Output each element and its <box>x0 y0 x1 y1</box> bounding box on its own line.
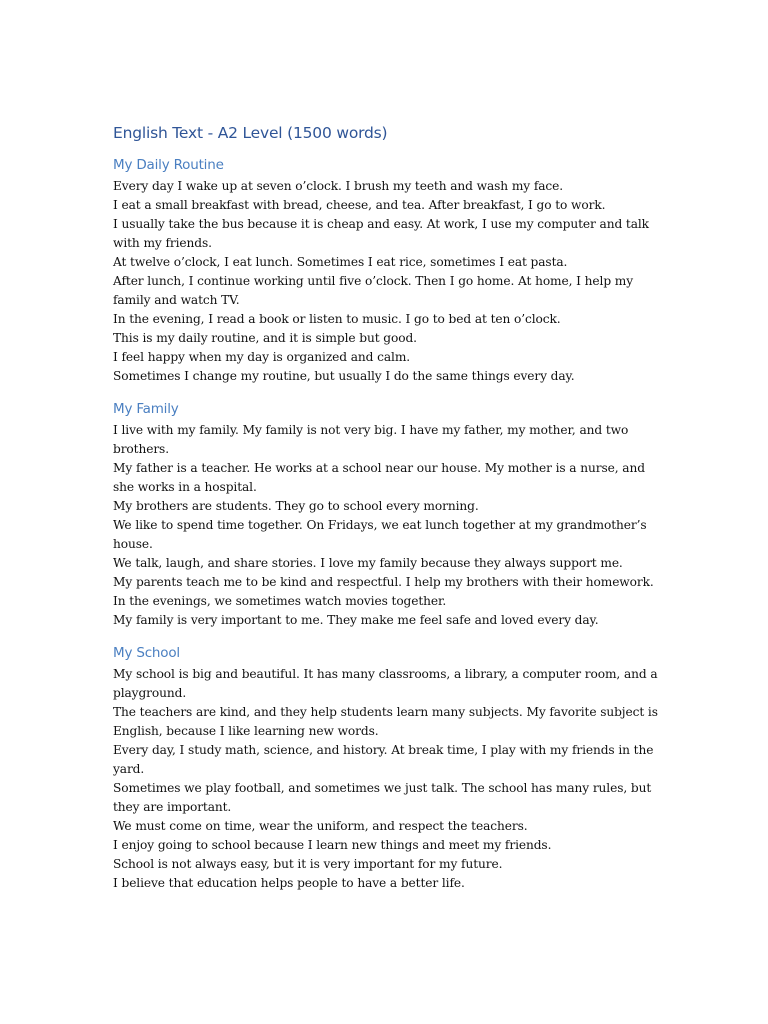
paragraph: Sometimes I change my routine, but usually I do the same things every day. <box>113 369 575 383</box>
paragraph: My brothers are students. They go to school every morning. <box>113 499 479 513</box>
paragraph: We must come on time, wear the uniform, and respect the teachers. <box>113 819 528 833</box>
paragraph: Every day, I study math, science, and history. At break time, I play with my friends in the yard. <box>113 743 654 776</box>
section-heading: My School <box>113 645 180 661</box>
paragraph: I eat a small breakfast with bread, cheese, and tea. After breakfast, I go to work. <box>113 198 606 212</box>
section-family <box>113 401 658 630</box>
section-school <box>113 645 658 893</box>
paragraph: I live with my family. My family is not very big. I have my father, my mother, and two brothers. <box>113 423 629 456</box>
paragraph: This is my daily routine, and it is simple but good. <box>113 331 417 345</box>
paragraph: Every day I wake up at seven o’clock. I brush my teeth and wash my face. <box>113 179 564 193</box>
document-body <box>113 124 658 893</box>
paragraph: In the evening, I read a book or listen to music. I go to bed at ten o’clock. <box>113 312 561 326</box>
paragraph: In the evenings, we sometimes watch movies together. <box>113 594 447 608</box>
section-heading: My Daily Routine <box>113 157 224 173</box>
paragraph: I feel happy when my day is organized and calm. <box>113 350 411 364</box>
paragraph: I enjoy going to school because I learn new things and meet my friends. <box>113 838 552 852</box>
paragraph: School is not always easy, but it is very important for my future. <box>113 857 503 871</box>
paragraph: My father is a teacher. He works at a school near our house. My mother is a nurse, and she works in a hospital. <box>113 461 645 494</box>
paragraph: My school is big and beautiful. It has many classrooms, a library, a computer room, and a playground. <box>113 667 658 700</box>
paragraph: We like to spend time together. On Fridays, we eat lunch together at my grandmother’s house. <box>113 518 647 551</box>
section-heading: My Family <box>113 401 179 417</box>
document-title: English Text - A2 Level (1500 words) <box>113 124 388 142</box>
paragraph: We talk, laugh, and share stories. I love my family because they always support me. <box>113 556 623 570</box>
paragraph: My parents teach me to be kind and respectful. I help my brothers with their homework. <box>113 575 654 589</box>
paragraph: The teachers are kind, and they help students learn many subjects. My favorite subject is English, because I like learning new words. <box>113 705 658 738</box>
paragraph: After lunch, I continue working until five o’clock. Then I go home. At home, I help my family and watch TV. <box>113 274 634 307</box>
section-daily-routine <box>113 157 658 386</box>
paragraph: At twelve o’clock, I eat lunch. Sometimes I eat rice, sometimes I eat pasta. <box>113 255 568 269</box>
paragraph: My family is very important to me. They make me feel safe and loved every day. <box>113 613 599 627</box>
paragraph: I usually take the bus because it is cheap and easy. At work, I use my computer and talk with my friends. <box>113 217 649 250</box>
paragraph: Sometimes we play football, and sometimes we just talk. The school has many rules, but they are important. <box>113 781 652 814</box>
paragraph: I believe that education helps people to have a better life. <box>113 876 465 890</box>
